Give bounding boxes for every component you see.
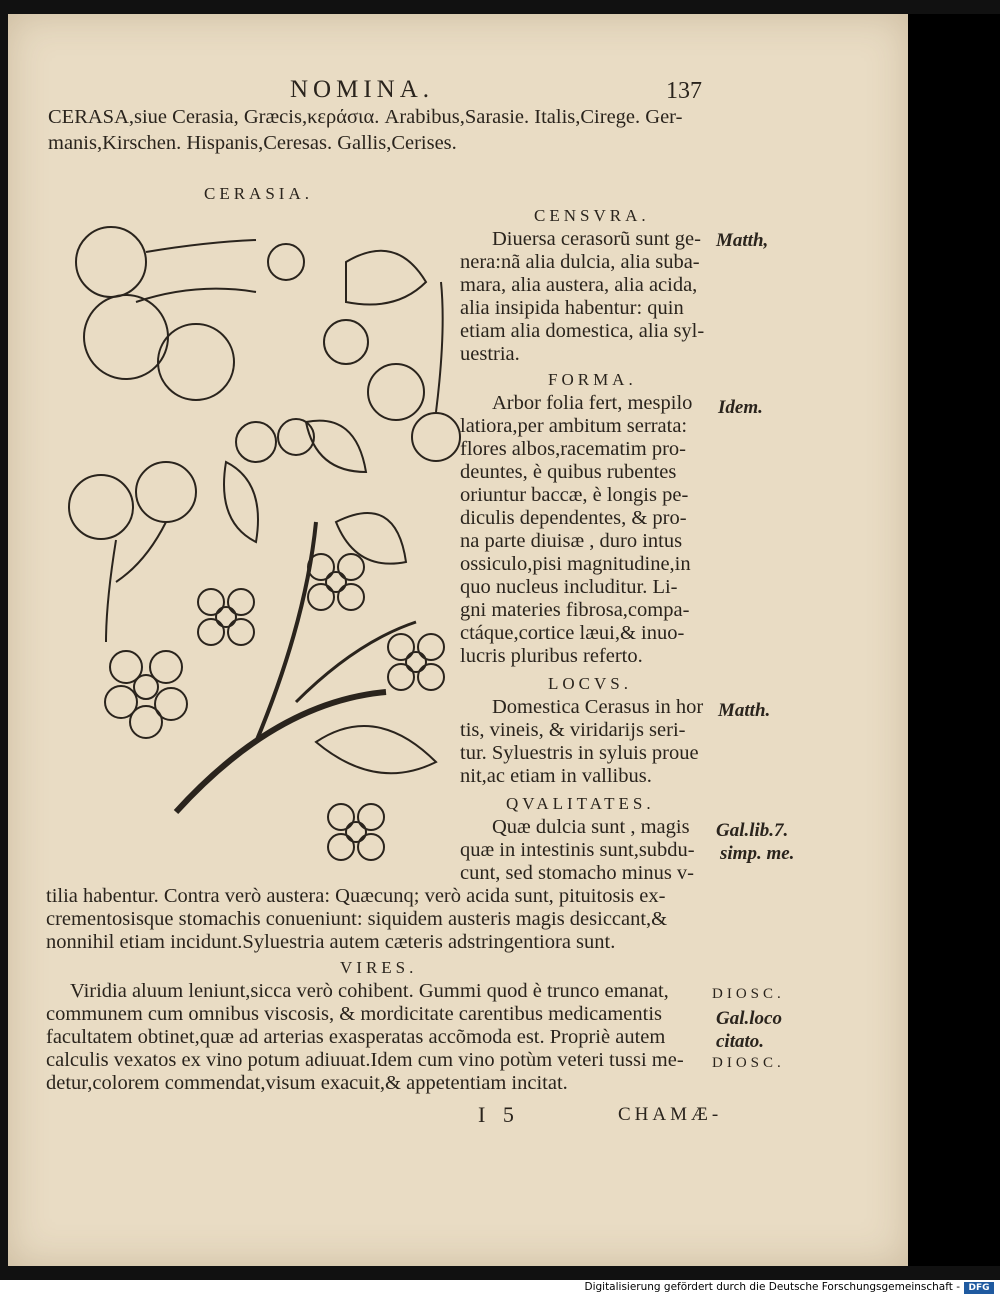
blossom: [308, 554, 364, 610]
marginal-note: Matth,: [716, 230, 769, 251]
marginal-note: Gal.lib.7.: [716, 820, 789, 841]
running-header: NOMINA.: [290, 76, 435, 103]
cherry-woodcut-illustration: [56, 222, 476, 872]
forma-line: na parte diuisæ , duro intus: [460, 530, 683, 552]
vires-line: detur,colorem commendat,visum exacuit,& appetentiam incitat.: [46, 1072, 568, 1094]
marginal-note: Idem.: [718, 397, 763, 418]
forma-line: latiora,per ambitum serrata:: [460, 415, 688, 437]
branch: [176, 692, 386, 812]
leaf: [316, 726, 436, 773]
blossom: [328, 804, 384, 860]
dfg-logo: DFG: [964, 1282, 994, 1294]
censura-line: nera:nã alia dulcia, alia suba-: [460, 251, 700, 273]
vires-line: facultatem obtinet,quæ ad arterias exasperatas accõmoda est. Propriè autem: [46, 1026, 666, 1048]
vires-heading: VIRES.: [340, 958, 418, 977]
forma-line: deuntes, è quibus rubentes: [460, 461, 677, 483]
locus-line: tur. Syluestris in syluis proue: [460, 742, 699, 764]
figure-caption: CERASIA.: [204, 184, 313, 203]
cherry-fruit: [278, 419, 314, 455]
cherry-fruit: [268, 244, 304, 280]
catchword: CHAMÆ-: [618, 1104, 723, 1125]
forma-heading: FORMA.: [548, 370, 637, 389]
cherry-stem: [436, 282, 443, 412]
page-edge-shadow: [908, 14, 1000, 1266]
forma-line: oriuntur baccæ, è longis pe-: [460, 484, 689, 506]
forma-line: gni materies fibrosa,compa-: [460, 599, 690, 621]
forma-line: ctáque,cortice læui,& inuo-: [460, 622, 685, 644]
cherry-fruit: [76, 227, 146, 297]
signature-mark: I 5: [478, 1102, 520, 1127]
vires-line: Viridia aluum leniunt,sicca verò cohibent. Gummi quod è trunco emanat,: [70, 980, 669, 1002]
qualitates-line: quæ in intestinis sunt,subdu-: [460, 839, 695, 861]
locus-line: Domestica Cerasus in hor: [492, 696, 704, 718]
cherry-stem: [136, 289, 256, 302]
censura-line: mara, alia austera, alia acida,: [460, 274, 698, 296]
qualitates-heading: QVALITATES.: [506, 794, 655, 813]
qualitates-line: crementosisque stomachis conueniunt: siquidem austeris magis desiccant,&: [46, 908, 668, 930]
blossom: [198, 589, 254, 645]
cherry-fruit: [236, 422, 276, 462]
marginal-note: DIOSC.: [712, 986, 785, 1002]
qualitates-line: tilia habentur. Contra verò austera: Quæcunq; verò acida sunt, pituitosis ex-: [46, 885, 666, 907]
censura-line: alia insipida habentur: quin: [460, 297, 684, 319]
censura-line: etiam alia domestica, alia syl-: [460, 320, 705, 342]
vires-line: communem cum omnibus viscosis, & mordicitate carentibus medicamentis: [46, 1003, 663, 1025]
locus-line: tis, vineis, & viridarijs seri-: [460, 719, 686, 741]
forma-line: Arbor folia fert, mespilo: [492, 392, 693, 414]
cherry-fruit: [158, 324, 234, 400]
leaf: [346, 251, 426, 305]
censura-heading: CENSVRA.: [534, 206, 650, 225]
vires-line: calculis vexatos ex vino potum adiuuat.Idem cum vino potùm veteri tussi me-: [46, 1049, 684, 1071]
blossom: [105, 651, 187, 738]
leaf: [306, 421, 366, 472]
forma-line: flores albos,racematim pro-: [460, 438, 686, 460]
forma-line: lucris pluribus referto.: [460, 645, 643, 667]
cherry-fruit: [412, 413, 460, 461]
locus-heading: LOCVS.: [548, 674, 632, 693]
names-line-1: CERASA,siue Cerasia, Græcis,κεράσια. Arabibus,Sarasie. Italis,Cirege. Ger-: [48, 106, 683, 128]
cherry-fruit: [324, 320, 368, 364]
marginal-note: DIOSC.: [712, 1055, 785, 1071]
qualitates-line: cunt, sed stomacho minus v-: [460, 862, 695, 884]
blossom: [388, 634, 444, 690]
footer-credit: Digitalisierung gefördert durch die Deutsche Forschungsgemeinschaft -: [584, 1281, 960, 1293]
forma-line: quo nucleus includitur. Li-: [460, 576, 678, 598]
cherry-stem: [106, 540, 116, 642]
cherry-fruit: [69, 475, 133, 539]
cherry-fruit: [136, 462, 196, 522]
leaf: [336, 513, 406, 564]
forma-line: ossiculo,pisi magnitudine,in: [460, 553, 691, 575]
marginal-note: citato.: [716, 1031, 765, 1052]
marginal-note: Gal.loco: [716, 1008, 782, 1029]
qualitates-line: nonnihil etiam incidunt.Syluestria autem cæteris adstringentiora sunt.: [46, 931, 616, 953]
book-page: [8, 14, 908, 1266]
qualitates-line: Quæ dulcia sunt , magis: [492, 816, 690, 838]
censura-line: uestria.: [460, 343, 520, 365]
footer-bar: [0, 1280, 1000, 1297]
locus-line: nit,ac etiam in vallibus.: [460, 765, 652, 787]
marginal-note: simp. me.: [720, 843, 795, 864]
cherry-fruit: [84, 295, 168, 379]
cherry-stem: [146, 240, 256, 252]
marginal-note: Matth.: [718, 700, 771, 721]
branch: [256, 522, 316, 742]
names-line-2: manis,Kirschen. Hispanis,Ceresas. Gallis,Cerises.: [48, 132, 457, 154]
censura-line: Diuersa cerasorũ sunt ge-: [492, 228, 701, 250]
forma-line: diculis dependentes, & pro-: [460, 507, 687, 529]
page-number: 137: [666, 78, 702, 104]
cherry-fruit: [368, 364, 424, 420]
leaf: [224, 462, 258, 542]
